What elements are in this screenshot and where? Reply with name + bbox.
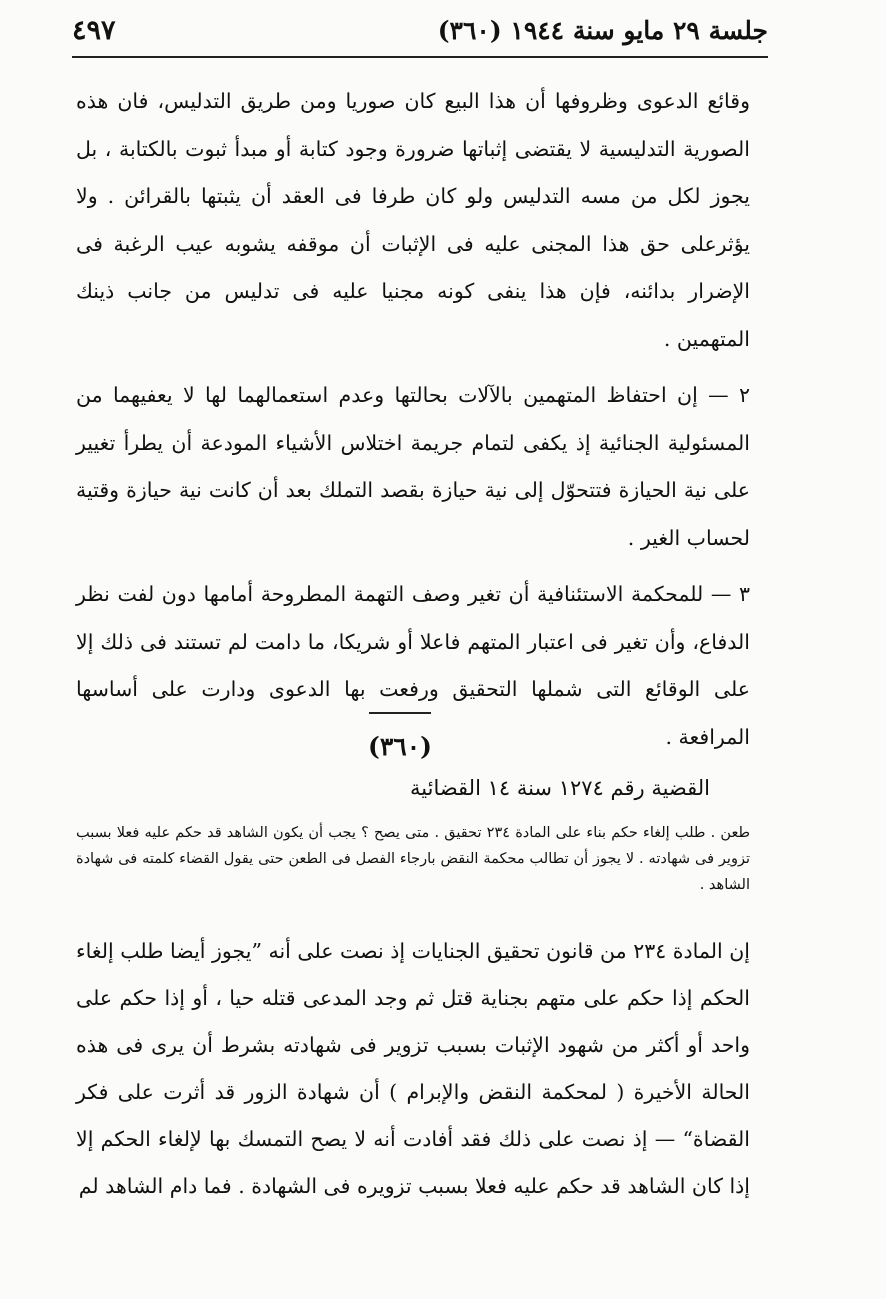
ruling-paragraph: إن المادة ٢٣٤ من قانون تحقيق الجنايات إذ نصت على أنه ”يجوز أيضا طلب إلغاء الحكم إذا حكم على متهم بجناية قتل ثم وجد المدعى قتله حيا ، أو إذا حكم على واحد أو أكثر من شهود الإثبات بسبب تزوير فى شهادته بشرط أن يرى فى هذه الحالة الأخيرة ( لمحكمة النقض والإبرام ) أن شهادة الزور قد أثرت على فكر القضاة“ — إذ نصت على ذلك فقد أفادت أنه لا يصح التمسك بها لإلغاء الحكم إلا إذا كان الشاهد قد حكم عليه فعلا بسبب تزويره فى الشهادة . فما دام الشاهد لم [76, 939, 750, 1198]
case-reference: القضية رقم ١٢٧٤ سنة ١٤ القضائية [410, 776, 710, 800]
lead-text [76, 78, 750, 761]
section-divider [369, 712, 431, 714]
page-number: ٤٩٧ [72, 14, 116, 46]
case-number-heading: (٣٦٠) [368, 732, 432, 761]
paragraph-continuation: وقائع الدعوى وظروفها أن هذا البيع كان صوريا ومن طريق التدليس، فان هذه الصورية التدليسية لا يقتضى إثباتها ضرورة وجود كتابة أو مبدأ ثبوت بالكتابة ، بل يجوز لكل من مسه التدليس ولو كان طرفا فى العقد أن يثبتها بالقرائن . ولا يؤثرعلى حق هذا المجنى عليه فى الإثبات أن موقفه يشوبه عيب الرغبة فى الإضرار بدائنه، فإن هذا ينفى كونه مجنيا عليه فى تدليس من جانب ذينك المتهمين . [76, 89, 750, 351]
header-divider [72, 56, 768, 58]
ruling-text [76, 928, 750, 1210]
paragraph-point-3: ٣ — للمحكمة الاستئنافية أن تغير وصف التهمة المطروحة أمامها دون لفت نظر الدفاع، وأن تغير فى اعتبار المتهم فاعلا أو شريكا، ما دامت لم تستند فى ذلك إلا على الوقائع التى شملها التحقيق ورفعت بها الدعوى ودارت على أساسها المرافعة . [76, 582, 750, 749]
running-header [72, 10, 768, 50]
case-summary: طعن . طلب إلغاء حكم بناء على المادة ٢٣٤ تحقيق . متى يصح ؟ يجب أن يكون الشاهد قد حكم عليه فعلا بسبب تزوير فى شهادته . لا يجوز أن تطالب محكمة النقض بارجاء الفصل فى الطعن حتى يقول القضاء كلمته فى شهادة الشاهد . [76, 825, 750, 893]
header-title: جلسة ٢٩ مايو سنة ١٩٤٤ (٣٦٠) [437, 15, 768, 45]
paragraph-point-2: ٢ — إن احتفاظ المتهمين بالآلات بحالتها وعدم استعمالهما لها لا يعفيهما من المسئولية الجنائية إذ يكفى لتمام جريمة اختلاس الأشياء المودعة أن يطرأ تغيير على نية الحيازة فتتحوّل إلى نية حيازة بقصد التملك بعد أن كانت نية حيازة وقتية لحساب الغير . [76, 383, 750, 550]
